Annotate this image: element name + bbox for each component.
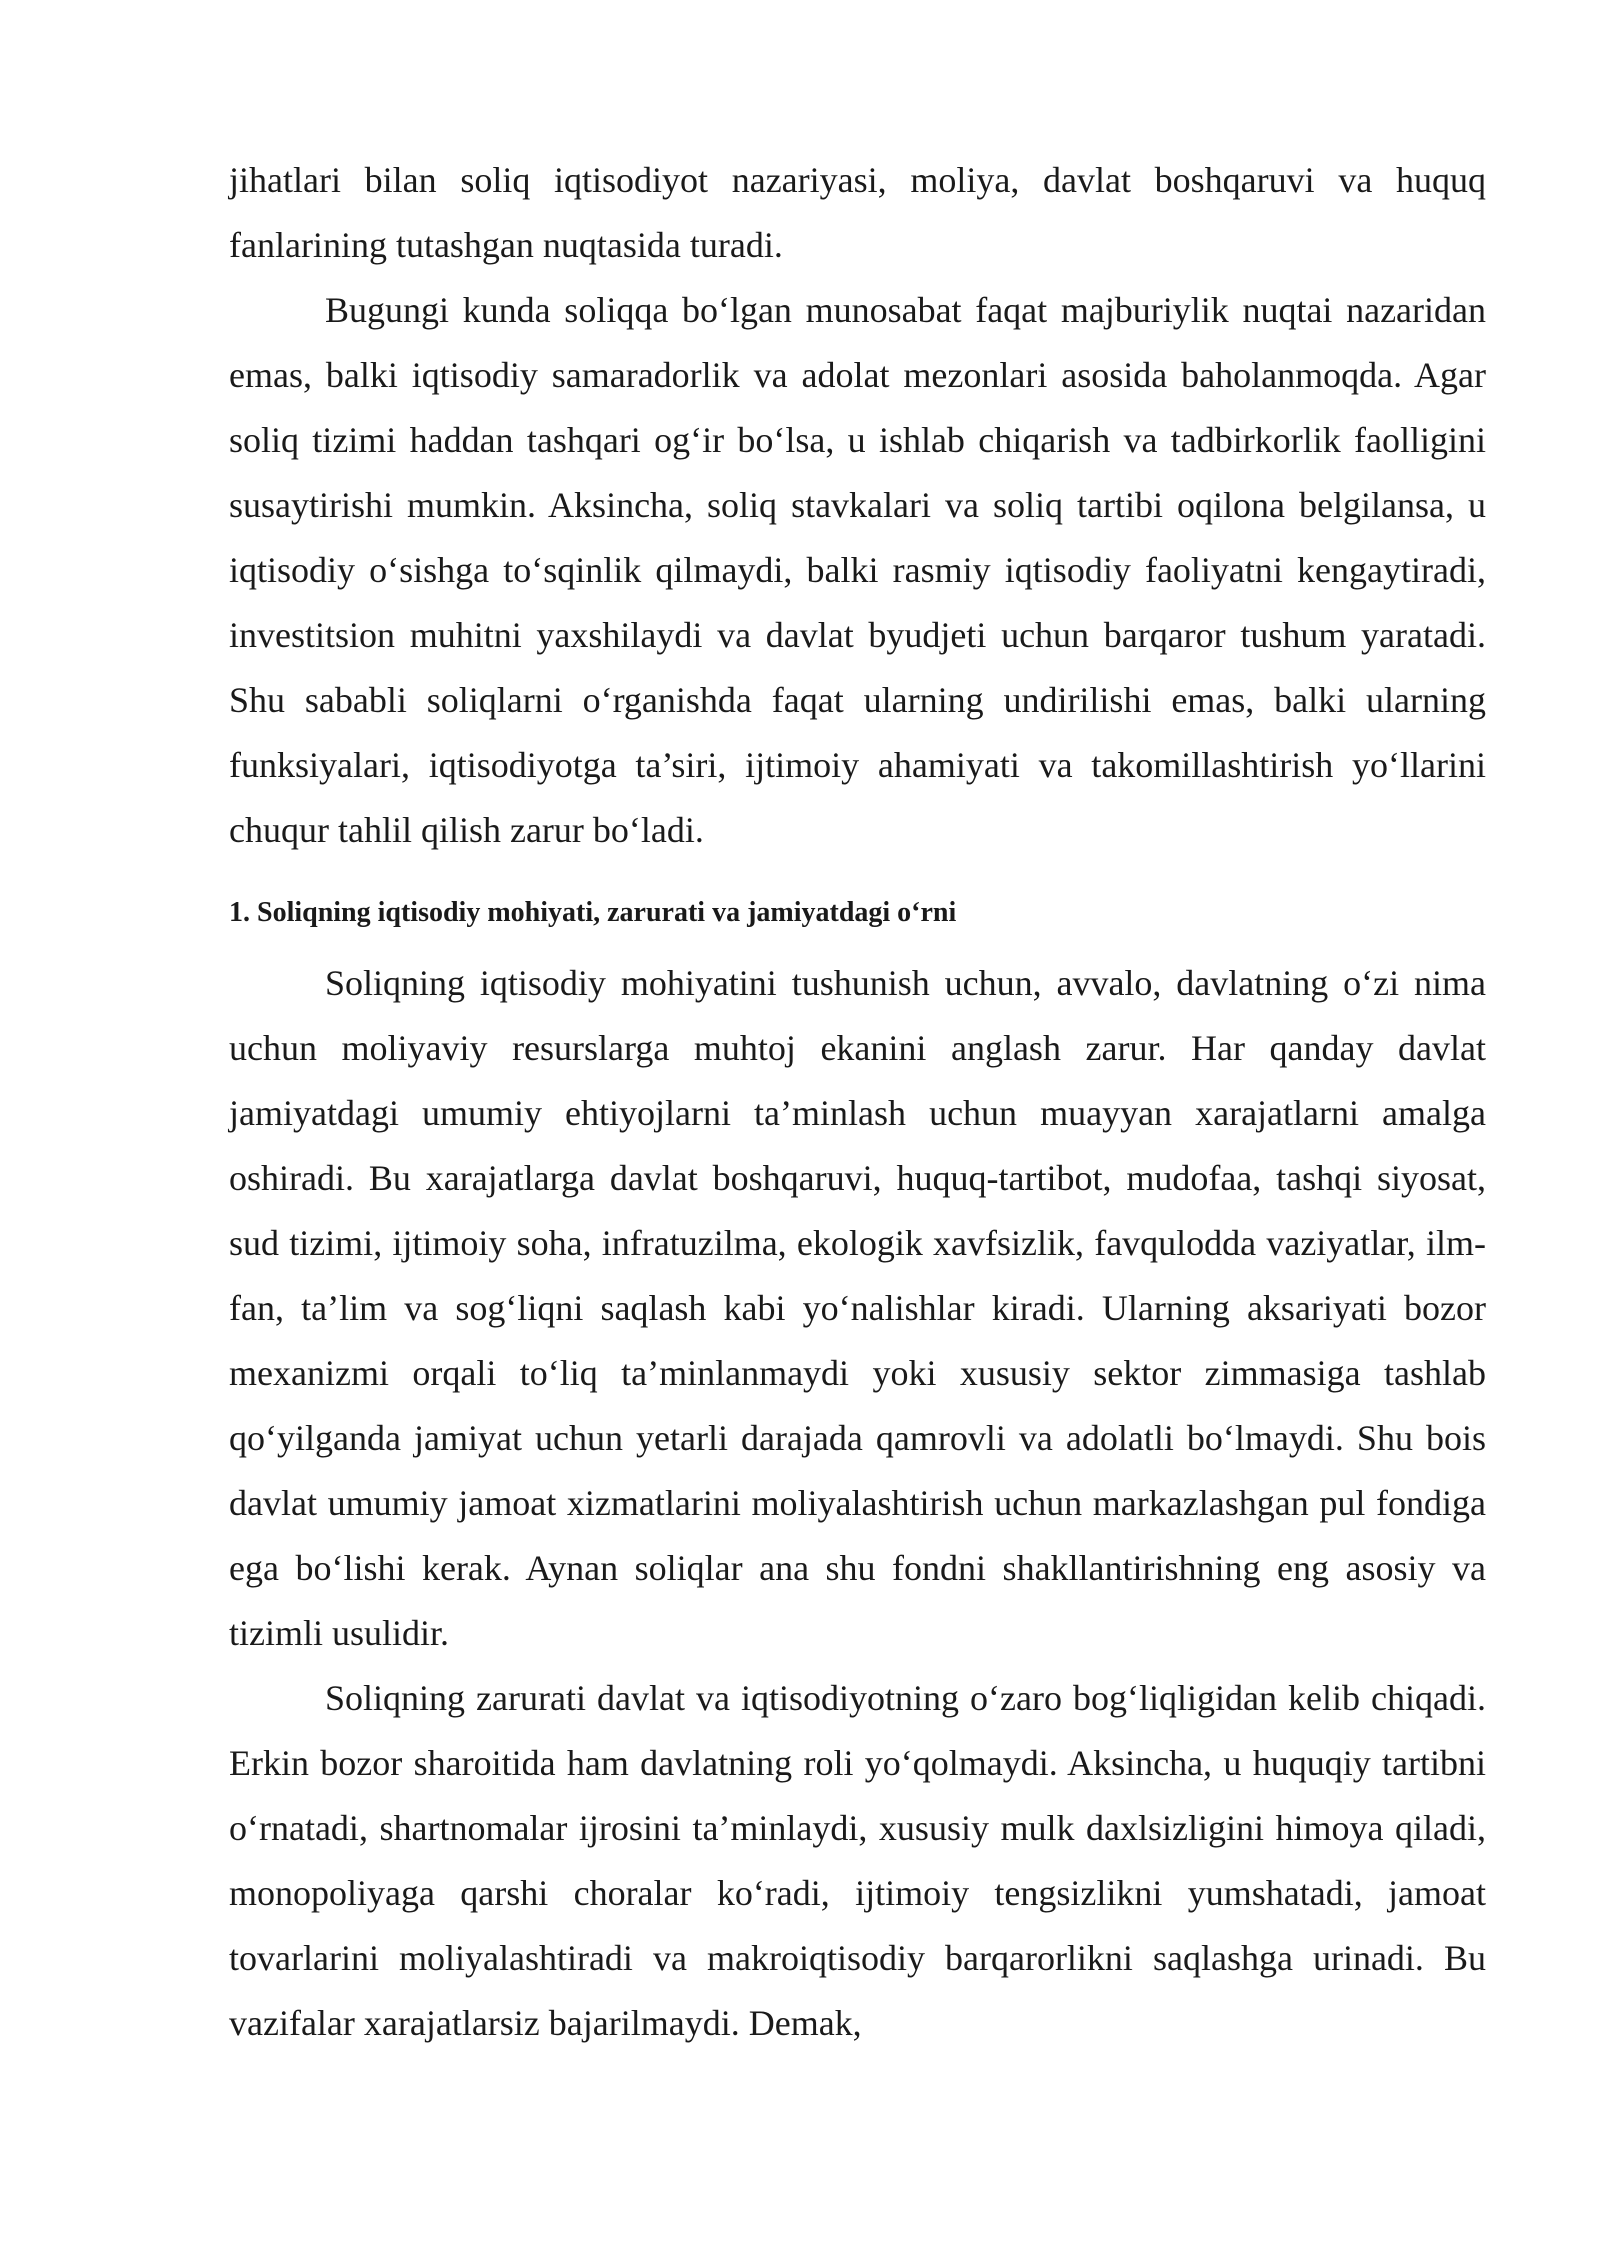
paragraph-tax-necessity: Soliqning zarurati davlat va iqtisodiyotning o‘zaro bog‘liqligidan kelib chiqadi. Erkin bozor sharoitida ham davlatning roli yo‘qolmaydi. Aksincha, u huquqiy tartibni o‘rnatadi, shartnomalar ijrosini ta’minlaydi, xususiy mulk daxlsizligini himoya qiladi, monopoliyaga qarshi choralar ko‘radi, ijtimoiy tengsizlikni yumshatadi, jamoat tovarlarini moliyalashtiradi va makroiqtisodiy barqarorlikni saqlashga urinadi. Bu vazifalar xarajatlarsiz bajarilmaydi. Demak,: [229, 1678, 1486, 2043]
page-content: [229, 148, 1486, 2056]
paragraph-continuation: jihatlari bilan soliq iqtisodiyot nazariyasi, moliya, davlat boshqaruvi va huquq fanlarining tutashgan nuqtasida turadi.: [229, 160, 1486, 265]
section-heading: 1. Soliqning iqtisodiy mohiyati, zarurati va jamiyatdagi o‘rni: [229, 897, 957, 928]
paragraph-economic-essence: Soliqning iqtisodiy mohiyatini tushunish uchun, avvalo, davlatning o‘zi nima uchun moliyaviy resurslarga muhtoj ekanini anglash zarur. Har qanday davlat jamiyatdagi umumiy ehtiyojlarni ta’minlash uchun muayyan xarajatlarni amalga oshiradi. Bu xarajatlarga davlat boshqaruvi, huquq-tartibot, mudofaa, tashqi siyosat, sud tizimi, ijtimoiy soha, infratuzilma, ekologik xavfsizlik, favqulodda vaziyatlar, ilm-fan, ta’lim va sog‘liqni saqlash kabi yo‘nalishlar kiradi. Ularning aksariyati bozor mexanizmi orqali to‘liq ta’minlanmaydi yoki xususiy sektor zimmasiga tashlab qo‘yilganda jamiyat uchun yetarli darajada qamrovli va adolatli bo‘lmaydi. Shu bois davlat umumiy jamoat xizmatlarini moliyalashtirish uchun markazlashgan pul fondiga ega bo‘lishi kerak. Aynan soliqlar ana shu fondni shakllantirishning eng asosiy va tizimli usulidir.: [229, 963, 1486, 1653]
paragraph-tax-attitude: Bugungi kunda soliqqa bo‘lgan munosabat faqat majburiylik nuqtai nazaridan emas, balki iqtisodiy samaradorlik va adolat mezonlari asosida baholanmoqda. Agar soliq tizimi haddan tashqari og‘ir bo‘lsa, u ishlab chiqarish va tadbirkorlik faolligini susaytirishi mumkin. Aksincha, soliq stavkalari va soliq tartibi oqilona belgilansa, u iqtisodiy o‘sishga to‘sqinlik qilmaydi, balki rasmiy iqtisodiy faoliyatni kengaytiradi, investitsion muhitni yaxshilaydi va davlat byudjeti uchun barqaror tushum yaratadi. Shu sababli soliqlarni o‘rganishda faqat ularning undirilishi emas, balki ularning funksiyalari, iqtisodiyotga ta’siri, ijtimoiy ahamiyati va takomillashtirish yo‘llarini chuqur tahlil qilish zarur bo‘ladi.: [229, 290, 1486, 850]
